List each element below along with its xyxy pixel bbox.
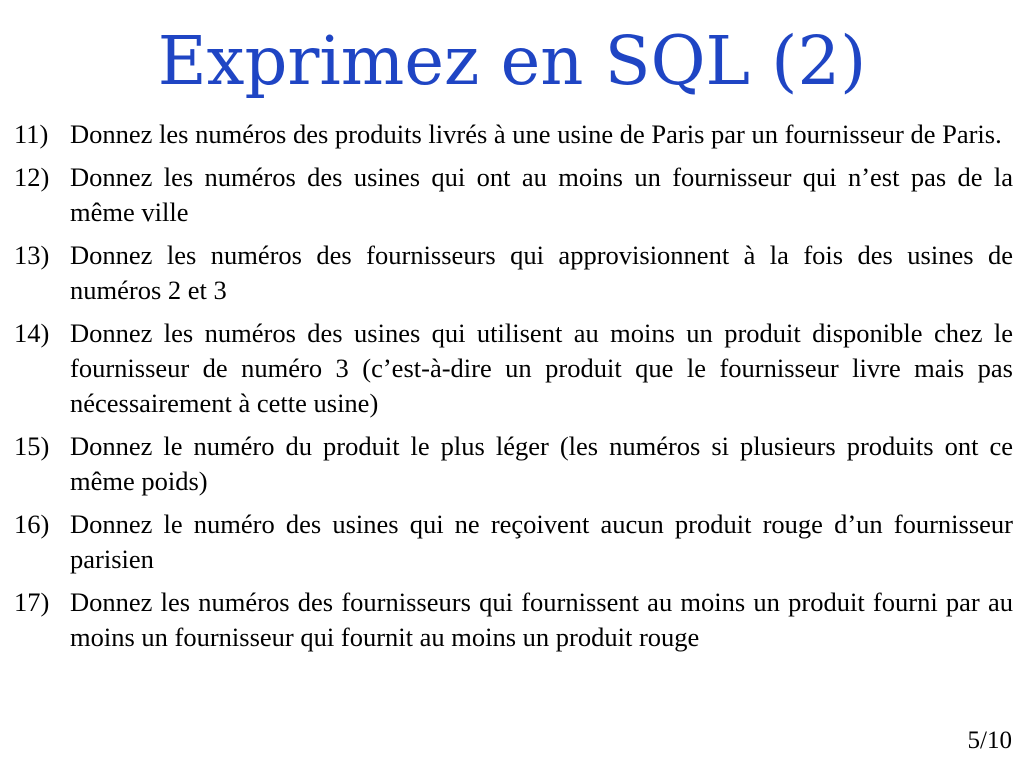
question-text: Donnez les numéros des usines qui utilisent au moins un produit disponible chez le fournisseur de numéro 3 (c’est-à-dire un produit que le fournisseur livre mais pas nécessairement à cette usine)	[70, 318, 1013, 418]
question-item	[14, 585, 1013, 655]
question-number: 12)	[14, 162, 50, 192]
question-text: Donnez le numéro des usines qui ne reçoivent aucun produit rouge d’un fournisseur parisien	[70, 509, 1013, 574]
question-text: Donnez le numéro du produit le plus léger (les numéros si plusieurs produits ont ce même poids)	[70, 431, 1013, 496]
page-number: 5/10	[967, 727, 1012, 754]
question-number: 16)	[14, 509, 50, 539]
question-item	[14, 316, 1013, 421]
question-text: Donnez les numéros des usines qui ont au moins un fournisseur qui n’est pas de la même ville	[70, 162, 1013, 227]
question-text: Donnez les numéros des fournisseurs qui approvisionnent à la fois des usines de numéros 2 et 3	[70, 240, 1013, 305]
question-text: Donnez les numéros des produits livrés à une usine de Paris par un fournisseur de Paris.	[70, 119, 1002, 149]
question-item	[14, 160, 1013, 230]
slide-title: Exprimez en SQL (2)	[157, 22, 867, 100]
question-item	[14, 117, 1013, 152]
question-item	[14, 507, 1013, 577]
question-text: Donnez les numéros des fournisseurs qui fournissent au moins un produit fourni par au moins un fournisseur qui fournit au moins un produit rouge	[70, 587, 1013, 652]
question-number: 15)	[14, 431, 50, 461]
question-number: 13)	[14, 240, 50, 270]
question-number: 17)	[14, 587, 50, 617]
question-list	[14, 117, 1013, 663]
question-item	[14, 238, 1013, 308]
question-number: 11)	[14, 119, 49, 149]
question-item	[14, 429, 1013, 499]
question-number: 14)	[14, 318, 50, 348]
